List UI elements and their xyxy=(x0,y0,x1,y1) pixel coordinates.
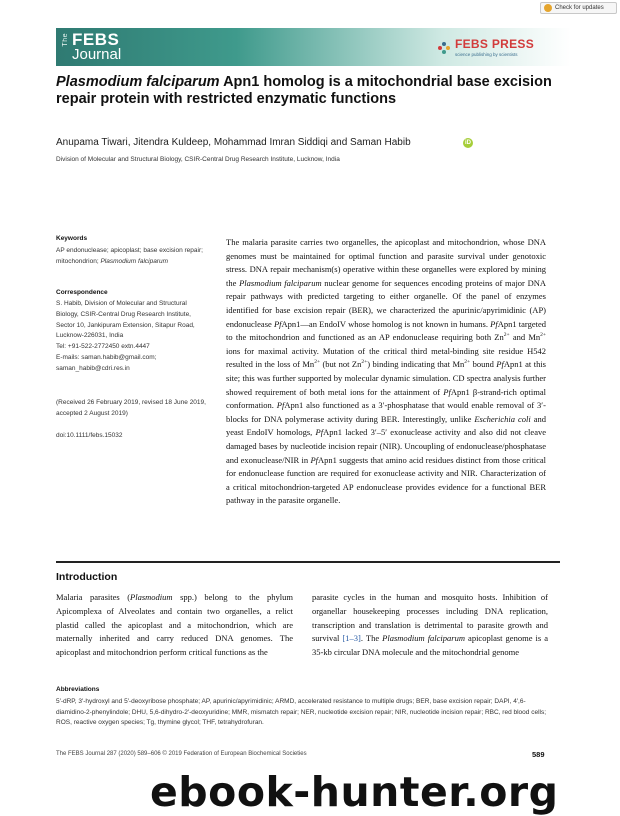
section-divider xyxy=(56,561,560,563)
journal-name-the: The xyxy=(62,33,69,47)
affiliation: Division of Molecular and Structural Biology, CSIR-Central Drug Research Institute, Lucknow, India xyxy=(56,156,340,163)
check-updates-icon xyxy=(544,4,552,12)
abbreviations-text: 5′-dRP, 3′-hydroxyl and 5′-deoxyribose phosphate; AP, apurinic/apyrimidinic; ARMD, accelerated resistance to multiple drugs; BER, base excision repair; DAPI, 4′,6-diamidino-2-phenylindole; DHU, 5,6-dihydro-2′-deoxyuridine; MMR, mismatch repair; NER, nucleotide excision repair; NIR, nucleotide incision repair; RBC, red blood cells; ROS, reactive oxygen species; Tg, thymine glycol; THF, tetrahydrofuran. xyxy=(56,698,547,727)
doi-link[interactable]: doi:10.1111/febs.15032 xyxy=(56,432,123,439)
check-updates-label: Check for updates xyxy=(555,5,604,11)
correspondence-emails[interactable]: E-mails: saman.habib@gmail.com; saman_habib@cdri.res.in xyxy=(56,353,157,372)
author-list: Anupama Tiwari, Jitendra Kuldeep, Mohammad Imran Siddiqi and Saman Habib xyxy=(56,137,411,148)
title-rest: Apn1 homolog is a mitochondrial base excision repair protein with restricted enzymatic functions xyxy=(56,74,552,107)
introduction-heading: Introduction xyxy=(56,571,118,583)
received-dates: (Received 26 February 2019, revised 18 June 2019, accepted 2 August 2019) xyxy=(56,399,206,417)
article-title xyxy=(56,74,556,108)
febs-press-tagline: science publishing by scientists xyxy=(455,52,518,57)
journal-name-febs: FEBS xyxy=(72,30,120,49)
page-number: 589 xyxy=(532,750,545,759)
keywords-heading: Keywords xyxy=(56,235,88,242)
correspondence-tel: Tel: +91-522-2772450 extn.4447 xyxy=(56,343,150,351)
keywords-text xyxy=(56,246,211,268)
journal-name-journal: Journal xyxy=(72,46,122,63)
footer-citation: The FEBS Journal 287 (2020) 589–606 © 2019 Federation of European Biochemical Societies xyxy=(56,751,307,757)
correspondence-address: S. Habib, Division of Molecular and Structural Biology, CSIR-Central Drug Research Institute, Sector 10, Jankipuram Extension, Sitapur Road, Lucknow-226031, India xyxy=(56,300,195,340)
febs-press-name: FEBS PRESS xyxy=(455,37,535,51)
febs-press-logo-icon xyxy=(437,41,451,55)
introduction-column-right: parasite cycles in the human and mosquito hosts. Inhibition of organellar housekeeping processes including DNA replication, transcription and translation is detrimental to parasite growth and survival [1–3]. The Plasmodium falciparum apicoplast genome is a 35-kb circular DNA molecule and the mitochondrial genome xyxy=(312,592,548,658)
introduction-column-left: Malaria parasites (Plasmodium spp.) belong to the phylum Apicomplexa of Alveolates and contain two organelles, a relict plastid called the apicoplast and a mitochondrion, which are maternally inherited and carry reduced DNA genomes. The apicoplast and mitochondrion perform critical functions as the xyxy=(56,592,294,658)
abbreviations-heading: Abbreviations xyxy=(56,686,100,693)
keywords-plain: AP endonuclease; apicoplast; base excision repair; mitochondrion; xyxy=(56,247,203,265)
title-species: Plasmodium falciparum xyxy=(56,74,220,90)
keywords-italic: Plasmodium falciparum xyxy=(100,257,169,265)
citation-link[interactable]: [1–3] xyxy=(342,633,361,644)
watermark: ebook-hunter.org xyxy=(150,768,559,816)
correspondence-text xyxy=(56,299,211,375)
abstract: The malaria parasite carries two organelles, the apicoplast and mitochondrion, whose DNA genomes must be maintained for optimal function and parasite survival under genotoxic stress. DNA repair mechanism(s) operative within these organelles were explored by mining the Plasmodium falciparum nuclear genome for sequences encoding proteins of major DNA repair pathways with predicted targeting to either organelle. Of the panel of enzymes identified for base excision repair (BER), we characterized the apurinic/apyrimidinic (AP) endonuclease PfApn1—an EndoIV whose homolog is not known in humans. PfApn1 targeted to the mitochondrion and functioned as an AP endonuclease requiring both $Zn^{2+}$ and $Mn^{2+}$ ions for maximal activity. Mutation of the critical third metal-binding site residue H542 resulted in the loss of $Mn^{2+}$ (but not $Zn^{2+}$) binding indicating that $Mn^{2+}$ bound PfApn1 at this site; this was further supported by molecular dynamic simulation. CD spectra analysis further showed requirement of both metal ions for the attainment of PfApn1 β-strand-rich optimal conformation. PfApn1 also functioned as a 3′-phosphatase that would enable removal of 3′-blocks for DNA polymerase activity during BER. Interestingly, unlike Escherichia coli and yeast EndoIV homologs, PfApn1 lacked 3′–5′ exonuclease activity and also did not cleave damaged bases by nucleotide incision repair (NIR). Uncoupling of endonuclease/phosphatase and exonuclease/NIR in PfApn1 suggests that amino acid residues distinct from those critical for endonuclease function are required for exonuclease activity and NIR. Characterization of a critical mitochondrion-targeted AP endonuclease provides evidence for a functional BER pathway in the parasite organelle. xyxy=(226,237,546,506)
correspondence-heading: Correspondence xyxy=(56,289,108,296)
check-for-updates-button[interactable] xyxy=(540,2,617,14)
orcid-icon[interactable]: iD xyxy=(465,140,471,146)
